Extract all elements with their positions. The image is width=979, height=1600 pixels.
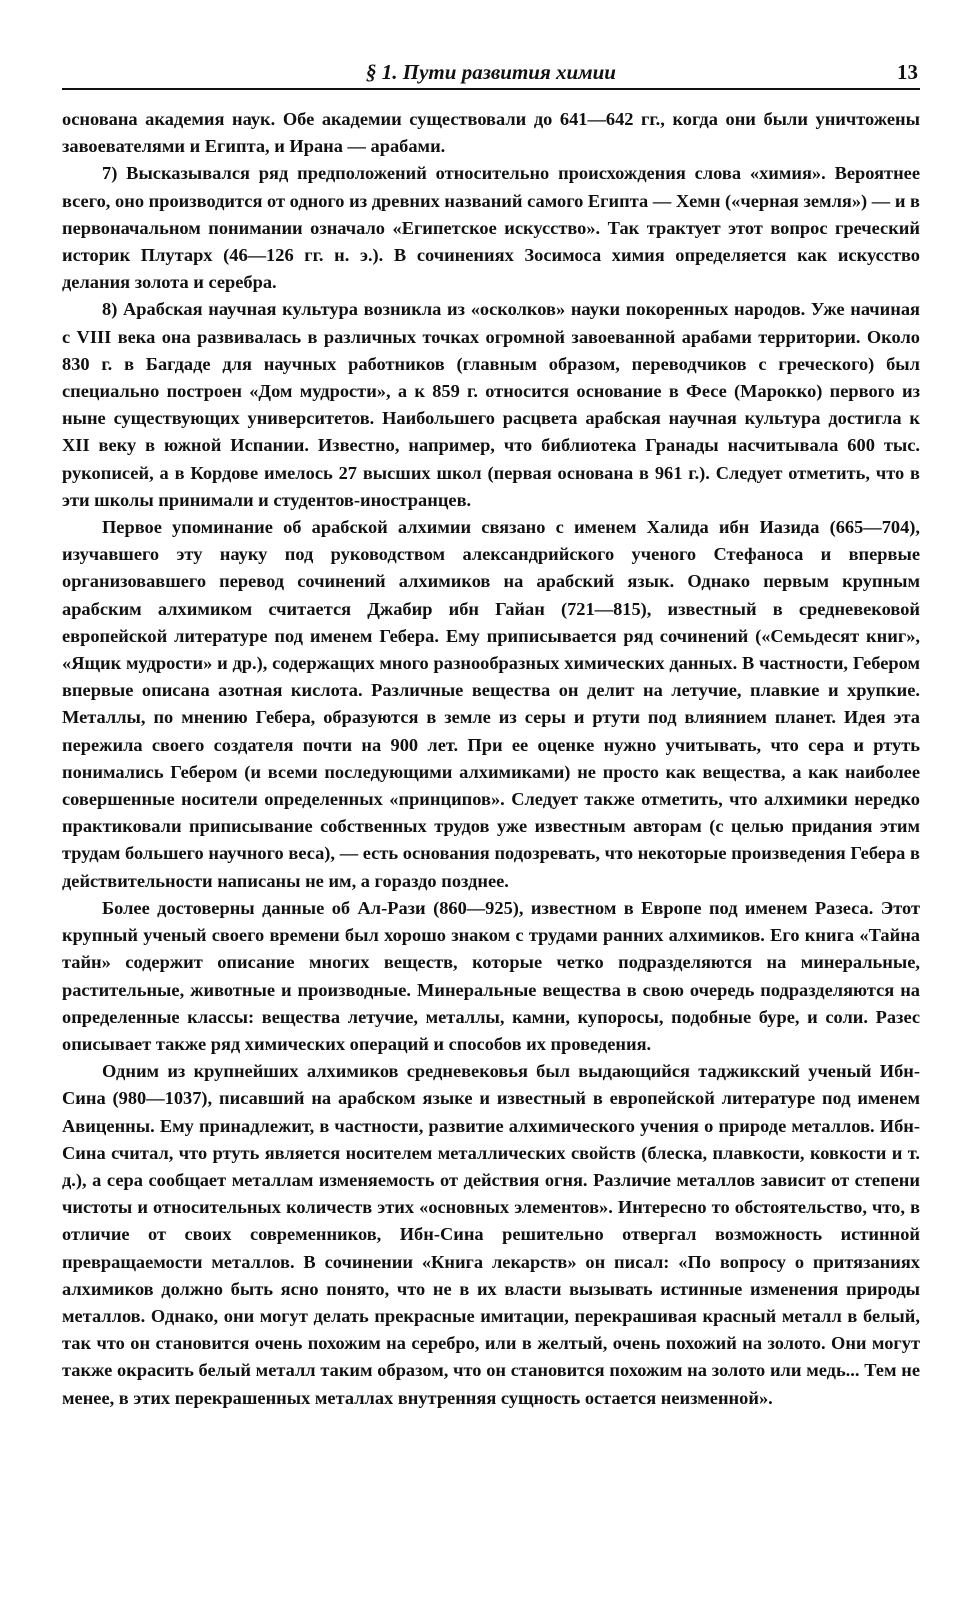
- running-title: § 1. Пути развития химии: [366, 60, 616, 84]
- paragraph-geber: Первое упоминание об арабской алхимии связано с именем Халида ибн Иазида (665—704), изучавшего эту науку под руководством александрийского ученого Стефаноса и впервые организовавшего перевод сочинений алхимиков на арабский язык. Однако первым крупным арабским алхимиком считается Джабир ибн Гайан (721—815), известный в средневековой европейской литературе под именем Гебера. Ему приписывается ряд сочинений («Семьдесят книг», «Ящик мудрости» и др.), содержащих много разнообразных химических данных. В частности, Гебером впервые описана азотная кислота. Различные вещества он делит на летучие, плавкие и хрупкие. Металлы, по мнению Гебера, образуются в земле из серы и ртути под влиянием планет. Идея эта пережила своего создателя почти на 900 лет. При ее оценке нужно учитывать, что сера и ртуть понимались Гебером (и всеми последующими алхимиками) не просто как вещества, а как наиболее совершенные носители определенных «принципов». Следует также отметить, что алхимики нередко практиковали приписывание собственных трудов уже известным авторам (с целью придания этим трудам большего научного веса), — есть основания подозревать, что некоторые произведения Гебера в действительности написаны не им, а гораздо позднее.: [62, 517, 920, 891]
- footnote-7: 7) Высказывался ряд предположений относительно происхождения слова «химия». Вероятнее всего, оно производится от одного из древних названий самого Египта — Хемн («черная земля») — и в первоначальном понимании означало «Египетское искусство». Так трактует этот вопрос греческий историк Плутарх (46—126 гг. н. э.). В сочинениях Зосимоса химия определяется как искусство делания золота и серебра.: [62, 163, 920, 293]
- paragraph-razi: Более достоверны данные об Ал-Рази (860—925), известном в Европе под именем Разеса. Этот крупный ученый своего времени был хорошо знаком с трудами ранних алхимиков. Его книга «Тайна тайн» содержит описание многих веществ, которые четко подразделяются на минеральные, растительные, животные и производные. Минеральные вещества в свою очередь подразделяются на определенные классы: вещества летучие, металлы, камни, купоросы, подобные буре, и соли. Разес описывает также ряд химических операций и способов их проведения.: [62, 897, 920, 1054]
- running-header: [62, 52, 920, 90]
- paragraph-continuation: основана академия наук. Обе академии существовали до 641—642 гг., когда они были уничтожены завоевателями и Египта, и Ирана — арабами.: [62, 109, 920, 157]
- book-page: [62, 52, 920, 1412]
- footnote-8: 8) Арабская научная культура возникла из «осколков» науки покоренных народов. Уже начиная с VIII века она развивалась в различных точках огромной завоеванной арабами территории. Около 830 г. в Багдаде для научных работников (главным образом, переводчиков с греческого) был специально построен «Дом мудрости», а к 859 г. относится основание в Фесе (Марокко) первого из ныне существующих университетов. Наибольшего расцвета арабская научная культура достигла к XII веку в южной Испании. Известно, например, что библиотека Гранады насчитывала 600 тыс. рукописей, а в Кордове имелось 27 высших школ (первая основана в 961 г.). Следует отметить, что в эти школы принимали и студентов-иностранцев.: [62, 299, 920, 510]
- body-text: [62, 106, 920, 1412]
- page-number: 13: [897, 60, 918, 84]
- paragraph-ibn-sina: Одним из крупнейших алхимиков средневековья был выдающийся таджикский ученый Ибн-Сина (980—1037), писавший на арабском языке и известный в европейской литературе под именем Авиценны. Ему принадлежит, в частности, развитие алхимического учения о природе металлов. Ибн-Сина считал, что ртуть является носителем металлических свойств (блеска, плавкости, ковкости и т. д.), а сера сообщает металлам изменяемость от действия огня. Различие металлов зависит от степени чистоты и относительных количеств этих «основных элементов». Интересно то обстоятельство, что, в отличие от своих современников, Ибн-Сина решительно отвергал возможность истинной превращаемости металлов. В сочинении «Книга лекарств» он писал: «По вопросу о притязаниях алхимиков должно быть ясно понято, что не в их власти вызывать истинные изменения природы металлов. Однако, они могут делать прекрасные имитации, перекрашивая красный металл в белый, так что он становится очень похожим на серебро, или в желтый, очень похожий на золото. Они могут также окрасить белый металл таким образом, что он становится похожим на золото или медь... Тем не менее, в этих перекрашенных металлах внутренняя сущность остается неизменной».: [62, 1061, 920, 1408]
